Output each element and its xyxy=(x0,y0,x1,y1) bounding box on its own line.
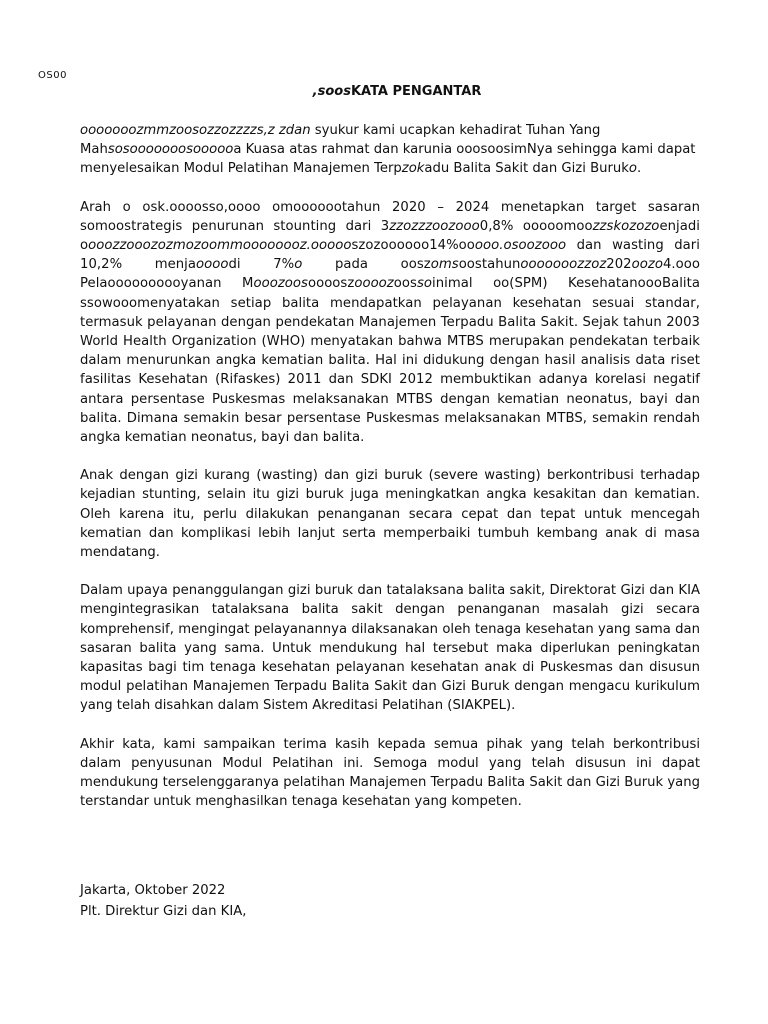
p2-segment-z: oooosz xyxy=(307,276,355,292)
p2-segment-b: oo omoooooo xyxy=(244,199,342,215)
p2-segment-ad: inimal oo(SPM) KesehatanoooBalita ssowooomenyatakan setiap balita mendapatkan pelayanan kesehatan sesuai standar, termasuk pelayanan dengan pendekatan Manajemen Terpadu Balita Sakit. Sejak tahun 2003 World Health Organization (WHO) menyatakan bahwa MTBS merupakan pendekatan terbaik dalam menurunkan angka kematian balita. Hal ini didukung dengan hasil analisis data riset fasilitas Kesehatan (Rifaskes) 2011 dan SDKI 2012 membuktikan adanya korelasi negatif antara persentase Puskesmas melaksanakan MTBS dengan kematian neonatus, bayi dan balita. Dimana semakin besar persentase Puskesmas melaksanakan MTBS, semakin rendah angka kematian neonatus, bayi dan balita. xyxy=(80,276,700,446)
body-text xyxy=(80,121,700,831)
p2-segment-p: di 7% xyxy=(228,257,295,273)
p1-segment-e: a Kuasa atas rahmat dan karunia ooosoosimNya sehingga kami dapat menyelesaikan Modul Pelatihan Manajemen Terp xyxy=(80,142,696,177)
p1-segment-h: o xyxy=(628,161,637,177)
title-prefix: ,soos xyxy=(312,84,351,99)
p2-segment-w: oozo xyxy=(631,257,663,273)
paragraph-5: Akhir kata, kami sampaikan terima kasih kepada semua pihak yang telah berkontribusi dalam penyusunan Modul Pelatihan ini. Semoga modul yang telah disusun ini dapat mendukung terselenggaranya pelatihan Manajemen Terpadu Balita Sakit dan Gizi Buruk yang terstandar untuk menghasilkan tenaga kesehatan yang kompeten. xyxy=(80,736,700,810)
p2-segment-a: Arah o osk.oooosso,oo xyxy=(80,199,245,215)
paragraph-2 xyxy=(80,198,700,448)
corner-mark: OS00 xyxy=(38,70,67,81)
p2-segment-v: 202 xyxy=(606,257,632,273)
p2-segment-x: 4.ooo Pelaoooooooooyanan M xyxy=(80,257,700,292)
p2-segment-e: 0,8% ooooomoo xyxy=(479,218,593,234)
paragraph-1 xyxy=(80,121,700,179)
p2-segment-s: oms xyxy=(430,257,459,273)
p2-segment-q: o xyxy=(294,257,303,273)
p2-segment-f: zzskozozo xyxy=(592,218,660,234)
p2-segment-o: oooo xyxy=(196,257,229,273)
p2-segment-k: 14%oo xyxy=(429,238,475,254)
title-text: KATA PENGANTAR xyxy=(350,84,482,99)
p2-segment-i: oooooooz.ooooo xyxy=(242,238,352,254)
p2-segment-m: ozooo xyxy=(526,238,567,254)
page-title xyxy=(0,84,768,99)
p1-segment-i: . xyxy=(637,161,642,177)
paragraph-3: Anak dengan gizi kurang (wasting) dan gizi buruk (severe wasting) berkontribusi terhadap kejadian stunting, selain itu gizi buruk juga meningkatkan angka kesakitan dan kematian. Oleh karena itu, perlu dilakukan penanganan secara cepat dan tepat untuk mencegah kematian dan komplikasi lebih lanjut serta memperbaiki tumbuh kembang anak di masa mendatang. xyxy=(80,468,700,561)
p2-segment-d: zzozzzoozooo xyxy=(389,218,480,234)
closing-block xyxy=(80,880,246,922)
p1-segment-a: ooooooozmmzoosozzozzzzs,z zdan xyxy=(80,123,311,138)
p2-segment-c: tahun 2020 – 2024 menetapkan target sasaran somoostrategis penurunan stounting dari 3 xyxy=(80,199,701,234)
p2-segment-y: ooozoos xyxy=(253,276,308,292)
p2-segment-u: ooooooozzoz xyxy=(520,257,607,273)
place-date: Jakarta, Oktober 2022 xyxy=(80,883,226,898)
p2-segment-l: ooo.oso xyxy=(474,238,527,254)
p1-segment-f: zok xyxy=(401,161,425,177)
p2-segment-j: szozoooooo xyxy=(351,238,430,254)
p2-segment-ac: so xyxy=(416,276,432,292)
p1-segment-b: syukur kami ucapkan kehadirat Tuhan Yang xyxy=(310,123,601,138)
p1-segment-d: sosooooooosooooo xyxy=(107,142,234,158)
p2-segment-aa: ooooz xyxy=(354,276,394,292)
p2-segment-h: ooozzooozozmozoomm xyxy=(88,238,243,254)
paragraph-4: Dalam upaya penanggulangan gizi buruk dan tatalaksana balita sakit, Direktorat Gizi dan KIA mengintegrasikan tatalaksana balita sakit dengan penanganan masalah gizi secara komprehensif, mengingat pelayanannya dilaksanakan oleh tenaga kesehatan yang sama dan sasaran balita yang sama. Untuk mendukung hal tersebut maka diperlukan peningkatan kapasitas bagi tim tenaga kesehatan pelayanan kesehatan anak di Puskesmas dan disusun modul pelatihan Manajemen Terpadu Balita Sakit dan Gizi Buruk dengan mengacu kurikulum yang telah disahkan dalam Sistem Akreditasi Pelatihan (SIAKPEL). xyxy=(80,583,700,714)
p1-segment-c: Mah xyxy=(80,142,108,158)
p2-segment-n: dan wasting dari 10,2% menja xyxy=(80,238,700,273)
p2-segment-ab: oos xyxy=(393,276,417,292)
p1-segment-g: adu Balita Sakit dan Gizi Buruk xyxy=(424,161,629,177)
signatory-title: Plt. Direktur Gizi dan KIA, xyxy=(80,904,247,919)
p2-segment-r: pada oosz xyxy=(302,257,431,273)
p2-segment-g: enjadi o xyxy=(80,218,700,254)
p2-segment-t: oostahun xyxy=(458,257,521,273)
